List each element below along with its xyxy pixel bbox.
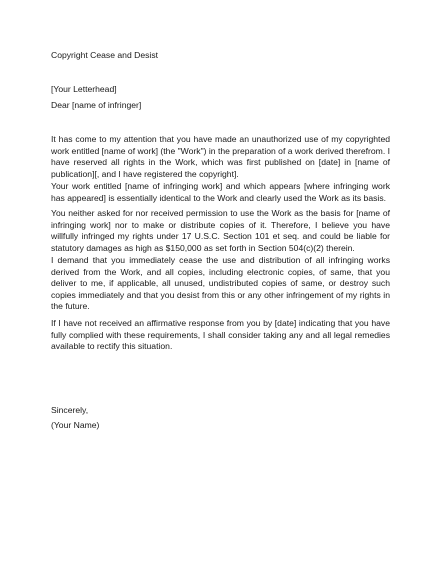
salutation: Dear [name of infringer] [51, 100, 142, 110]
document-title: Copyright Cease and Desist [51, 50, 158, 60]
body-paragraph-3: You neither asked for nor received permission to use the Work as the basis for [name of infringing work] nor to make or distribute copies of it. Therefore, I believe you have willfully infringed my rights under 17 U.S.C. Section 101 et seq. and could be liable for statutory damages as high as $150,000 as set forth in Section 504(c)(2) therein. [51, 208, 390, 253]
body-paragraph-1: It has come to my attention that you have made an unauthorized use of my copyrighted work entitled [name of work] (the "Work") in the preparation of a work derived therefrom. I have reserved all rights in the Work, which was first published on [date] in [name of publication][, and I have registered the copyright]. [51, 134, 390, 179]
signature-name: (Your Name) [51, 420, 100, 430]
letterhead-placeholder: [Your Letterhead] [51, 84, 117, 94]
body-paragraph-4: I demand that you immediately cease the use and distribution of all infringing works derived from the Work, and all copies, including electronic copies, of same, that you deliver to me, if applicable, all unused, undistributed copies of same, or destroy such copies immediately and that you desist from this or any other infringement of my rights in the future. [51, 255, 390, 312]
closing: Sincerely, [51, 405, 89, 415]
body-paragraph-2: Your work entitled [name of infringing work] and which appears [where infringing work has appeared] is essentially identical to the Work and clearly used the Work as its basis. [51, 181, 390, 203]
body-paragraph-5: If I have not received an affirmative response from you by [date] indicating that you have fully complied with these requirements, I shall consider taking any and all legal remedies available to rectify this situation. [51, 318, 390, 352]
